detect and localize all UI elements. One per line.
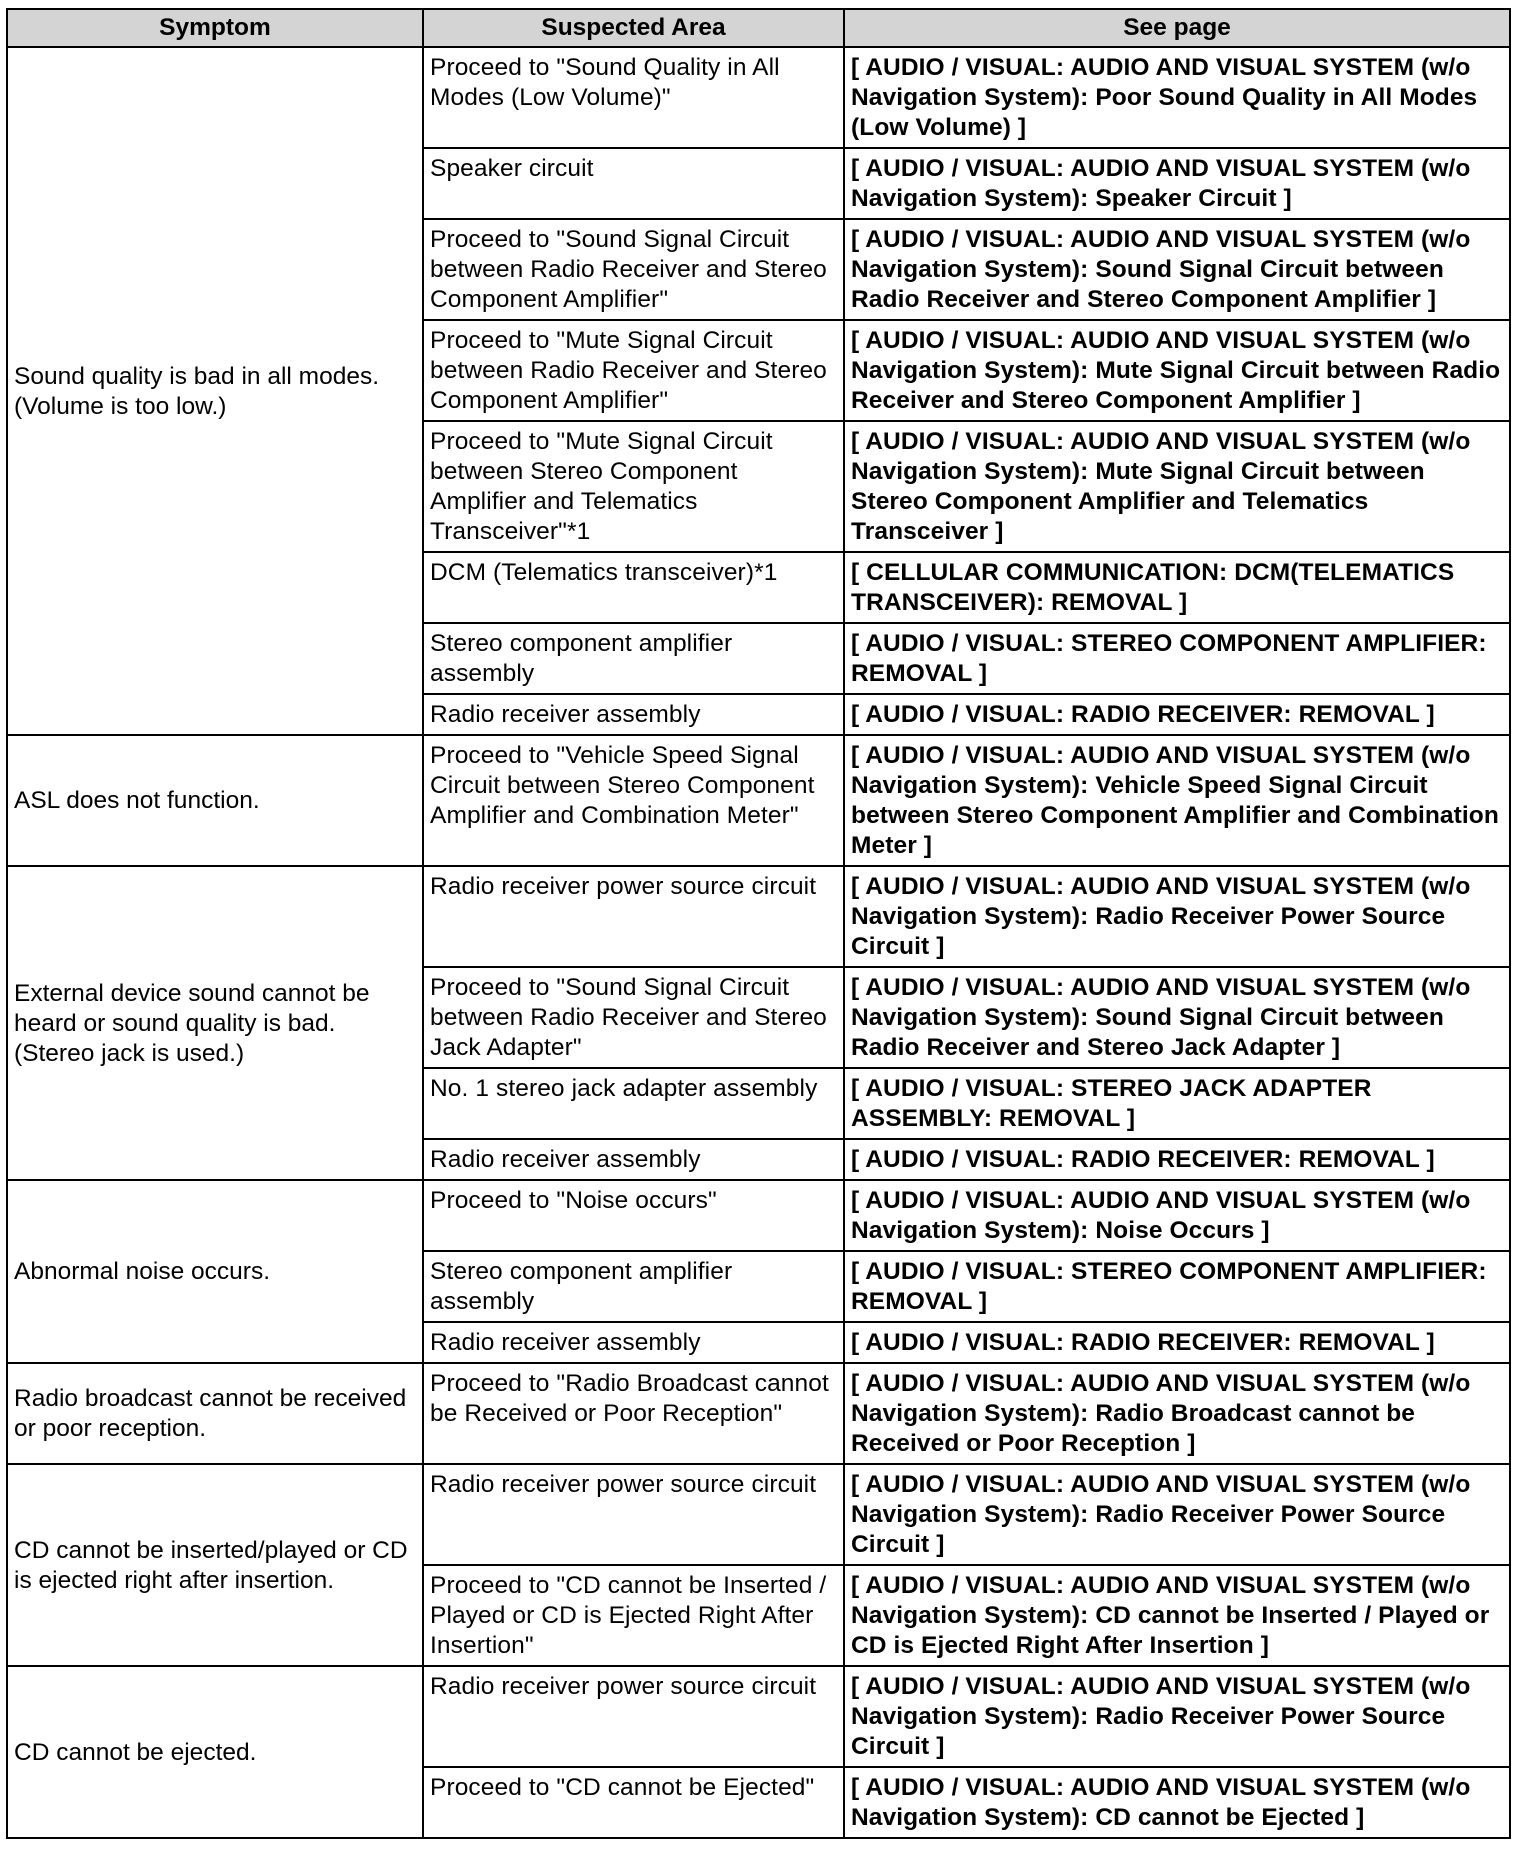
header-row xyxy=(7,9,1510,47)
see-page-link[interactable]: [ AUDIO / VISUAL: RADIO RECEIVER: REMOVAL ] xyxy=(844,694,1510,735)
see-page-link[interactable]: [ AUDIO / VISUAL: AUDIO AND VISUAL SYSTEM (w/o Navigation System): Radio Broadcast cannot be Received or Poor Reception ] xyxy=(844,1363,1510,1464)
table-row xyxy=(7,735,1510,866)
suspected-area-cell: Stereo component amplifier assembly xyxy=(423,1251,844,1322)
suspected-area-cell: Proceed to "Vehicle Speed Signal Circuit between Stereo Component Amplifier and Combination Meter" xyxy=(423,735,844,866)
symptom-cell: Abnormal noise occurs. xyxy=(7,1180,423,1363)
see-page-link[interactable]: [ CELLULAR COMMUNICATION: DCM(TELEMATICS TRANSCEIVER): REMOVAL ] xyxy=(844,552,1510,623)
header-symptom: Symptom xyxy=(7,9,423,47)
suspected-area-cell: Radio receiver assembly xyxy=(423,1322,844,1363)
suspected-area-cell: Proceed to "Sound Quality in All Modes (Low Volume)" xyxy=(423,47,844,148)
suspected-area-cell: Proceed to "Mute Signal Circuit between Radio Receiver and Stereo Component Amplifier" xyxy=(423,320,844,421)
suspected-area-cell: Radio receiver power source circuit xyxy=(423,866,844,967)
see-page-link[interactable]: [ AUDIO / VISUAL: AUDIO AND VISUAL SYSTEM (w/o Navigation System): CD cannot be Ejected ] xyxy=(844,1767,1510,1838)
suspected-area-cell: Radio receiver assembly xyxy=(423,1139,844,1180)
suspected-area-cell: DCM (Telematics transceiver)*1 xyxy=(423,552,844,623)
suspected-area-cell: Proceed to "Sound Signal Circuit between Radio Receiver and Stereo Component Amplifier" xyxy=(423,219,844,320)
see-page-link[interactable]: [ AUDIO / VISUAL: AUDIO AND VISUAL SYSTEM (w/o Navigation System): Poor Sound Quality in All Modes (Low Volume) ] xyxy=(844,47,1510,148)
table-row xyxy=(7,1180,1510,1251)
symptom-cell: External device sound cannot be heard or sound quality is bad. (Stereo jack is used.) xyxy=(7,866,423,1180)
see-page-link[interactable]: [ AUDIO / VISUAL: AUDIO AND VISUAL SYSTEM (w/o Navigation System): Mute Signal Circuit between Radio Receiver and Stereo Component Amplifier ] xyxy=(844,320,1510,421)
table-row xyxy=(7,1464,1510,1565)
suspected-area-cell: Radio receiver power source circuit xyxy=(423,1666,844,1767)
see-page-link[interactable]: [ AUDIO / VISUAL: AUDIO AND VISUAL SYSTEM (w/o Navigation System): Mute Signal Circuit between Stereo Component Amplifier and Telematics Transceiver ] xyxy=(844,421,1510,552)
suspected-area-cell: No. 1 stereo jack adapter assembly xyxy=(423,1068,844,1139)
suspected-area-cell: Proceed to "Radio Broadcast cannot be Received or Poor Reception" xyxy=(423,1363,844,1464)
see-page-link[interactable]: [ AUDIO / VISUAL: AUDIO AND VISUAL SYSTEM (w/o Navigation System): Sound Signal Circuit between Radio Receiver and Stereo Jack Adapter ] xyxy=(844,967,1510,1068)
see-page-link[interactable]: [ AUDIO / VISUAL: RADIO RECEIVER: REMOVAL ] xyxy=(844,1322,1510,1363)
symptom-cell: CD cannot be inserted/played or CD is ejected right after insertion. xyxy=(7,1464,423,1666)
symptom-cell: Sound quality is bad in all modes. (Volume is too low.) xyxy=(7,47,423,735)
suspected-area-cell: Proceed to "CD cannot be Inserted / Played or CD is Ejected Right After Insertion" xyxy=(423,1565,844,1666)
header-suspected-area: Suspected Area xyxy=(423,9,844,47)
see-page-link[interactable]: [ AUDIO / VISUAL: AUDIO AND VISUAL SYSTEM (w/o Navigation System): Radio Receiver Power Source Circuit ] xyxy=(844,1666,1510,1767)
see-page-link[interactable]: [ AUDIO / VISUAL: AUDIO AND VISUAL SYSTEM (w/o Navigation System): Vehicle Speed Signal Circuit between Stereo Component Amplifier and Combination Meter ] xyxy=(844,735,1510,866)
see-page-link[interactable]: [ AUDIO / VISUAL: AUDIO AND VISUAL SYSTEM (w/o Navigation System): Radio Receiver Power Source Circuit ] xyxy=(844,866,1510,967)
symptom-cell: CD cannot be ejected. xyxy=(7,1666,423,1838)
table-row xyxy=(7,866,1510,967)
suspected-area-cell: Radio receiver assembly xyxy=(423,694,844,735)
suspected-area-cell: Stereo component amplifier assembly xyxy=(423,623,844,694)
header-see-page: See page xyxy=(844,9,1510,47)
suspected-area-cell: Proceed to "CD cannot be Ejected" xyxy=(423,1767,844,1838)
suspected-area-cell: Radio receiver power source circuit xyxy=(423,1464,844,1565)
table-row xyxy=(7,1666,1510,1767)
see-page-link[interactable]: [ AUDIO / VISUAL: STEREO JACK ADAPTER ASSEMBLY: REMOVAL ] xyxy=(844,1068,1510,1139)
symptom-cell: Radio broadcast cannot be received or poor reception. xyxy=(7,1363,423,1464)
table-row xyxy=(7,1363,1510,1464)
suspected-area-cell: Speaker circuit xyxy=(423,148,844,219)
table-row xyxy=(7,47,1510,148)
problem-symptoms-table xyxy=(6,8,1511,1839)
see-page-link[interactable]: [ AUDIO / VISUAL: AUDIO AND VISUAL SYSTEM (w/o Navigation System): Noise Occurs ] xyxy=(844,1180,1510,1251)
see-page-link[interactable]: [ AUDIO / VISUAL: AUDIO AND VISUAL SYSTEM (w/o Navigation System): Speaker Circuit ] xyxy=(844,148,1510,219)
see-page-link[interactable]: [ AUDIO / VISUAL: RADIO RECEIVER: REMOVAL ] xyxy=(844,1139,1510,1180)
suspected-area-cell: Proceed to "Mute Signal Circuit between Stereo Component Amplifier and Telematics Transceiver"*1 xyxy=(423,421,844,552)
suspected-area-cell: Proceed to "Noise occurs" xyxy=(423,1180,844,1251)
see-page-link[interactable]: [ AUDIO / VISUAL: STEREO COMPONENT AMPLIFIER: REMOVAL ] xyxy=(844,623,1510,694)
see-page-link[interactable]: [ AUDIO / VISUAL: AUDIO AND VISUAL SYSTEM (w/o Navigation System): Sound Signal Circuit between Radio Receiver and Stereo Component Amplifier ] xyxy=(844,219,1510,320)
see-page-link[interactable]: [ AUDIO / VISUAL: STEREO COMPONENT AMPLIFIER: REMOVAL ] xyxy=(844,1251,1510,1322)
symptom-cell: ASL does not function. xyxy=(7,735,423,866)
see-page-link[interactable]: [ AUDIO / VISUAL: AUDIO AND VISUAL SYSTEM (w/o Navigation System): Radio Receiver Power Source Circuit ] xyxy=(844,1464,1510,1565)
table-body xyxy=(7,47,1510,1838)
suspected-area-cell: Proceed to "Sound Signal Circuit between Radio Receiver and Stereo Jack Adapter" xyxy=(423,967,844,1068)
see-page-link[interactable]: [ AUDIO / VISUAL: AUDIO AND VISUAL SYSTEM (w/o Navigation System): CD cannot be Inserted / Played or CD is Ejected Right After Insertion ] xyxy=(844,1565,1510,1666)
